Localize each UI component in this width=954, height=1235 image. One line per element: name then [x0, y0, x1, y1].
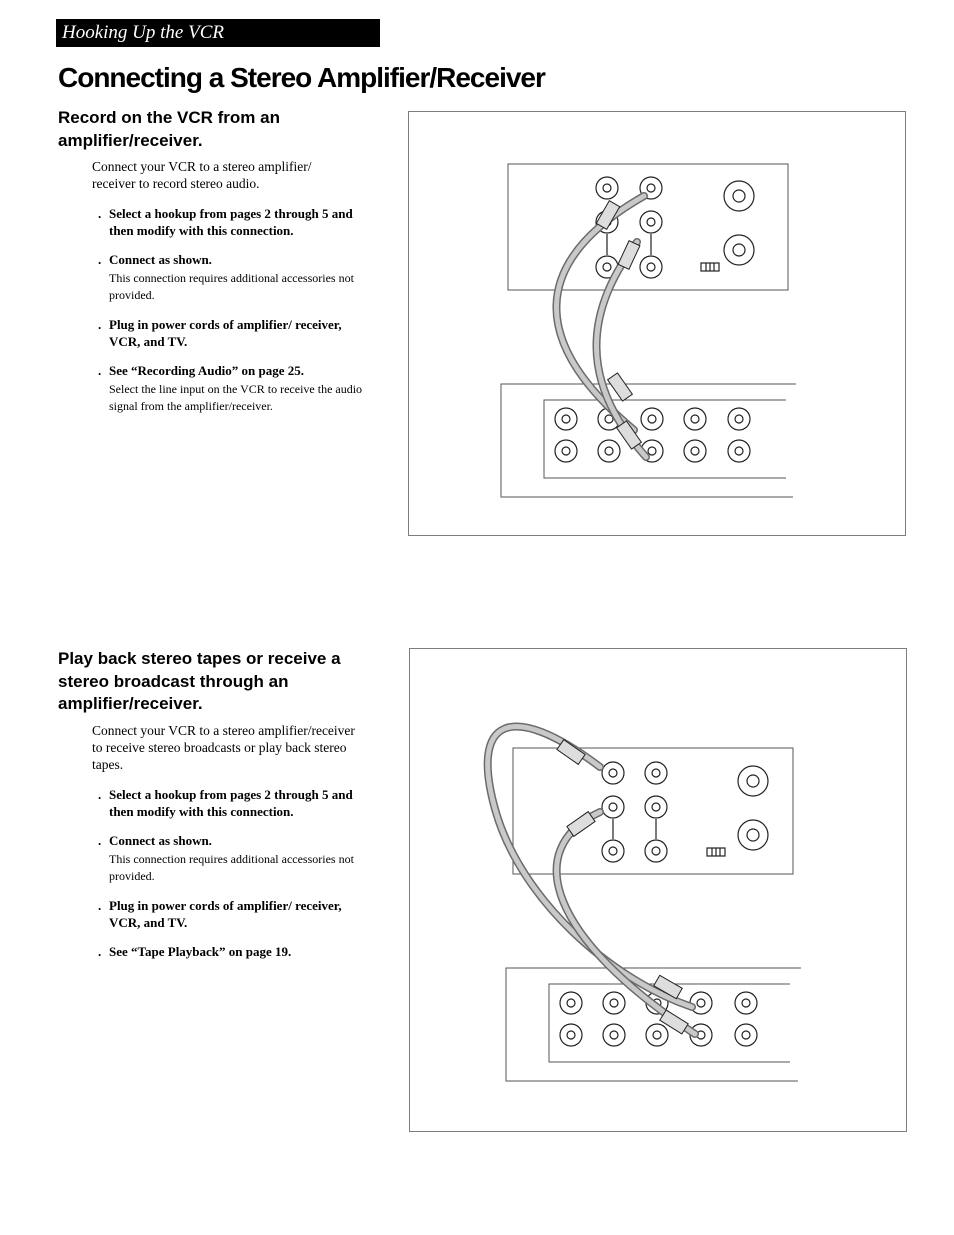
step-bullet: .: [98, 787, 102, 802]
step-bullet: .: [98, 944, 102, 959]
step-text: Select a hookup from pages 2 through 5 and then modify with this connection.: [109, 787, 353, 819]
step-bullet: .: [98, 206, 102, 221]
step-item: [96, 832, 376, 885]
step-bullet: .: [98, 363, 102, 378]
section-intro-record: Connect your VCR to a stereo amplifier/ receiver to record stereo audio.: [92, 159, 312, 191]
vcr-jacks: [602, 762, 768, 862]
section-heading-playback: Play back stereo tapes or receive a stereo broadcast through an amplifier/receiver.: [58, 649, 341, 713]
step-text: Connect as shown.: [109, 833, 212, 848]
step-text: Select a hookup from pages 2 through 5 and then modify with this connection.: [109, 206, 353, 238]
section-header-title: Hooking Up the VCR: [62, 22, 225, 43]
record-hookup-illustration: [409, 112, 907, 537]
step-text: Connect as shown.: [109, 252, 212, 267]
step-item: [96, 943, 376, 960]
cable-plugs: [557, 740, 688, 1034]
step-bullet: .: [98, 317, 102, 332]
step-item: [96, 362, 376, 415]
amplifier-jacks: [560, 992, 757, 1046]
record-hookup-diagram: [408, 111, 906, 536]
playback-hookup-illustration: [410, 649, 908, 1133]
step-note: This connection requires additional accessories not provided.: [109, 852, 354, 883]
section-heading-record: Record on the VCR from an amplifier/receiver.: [58, 108, 280, 150]
step-item: [96, 251, 376, 304]
steps-list-record: [96, 205, 376, 427]
step-text: See “Tape Playback” on page 19.: [109, 944, 292, 959]
amplifier-jacks: [555, 408, 750, 462]
step-item: [96, 897, 376, 931]
step-item: [96, 786, 376, 820]
steps-list-playback: [96, 786, 376, 972]
section-intro-playback: Connect your VCR to a stereo amplifier/receiver to receive stereo broadcasts or play back stereo tapes.: [92, 723, 355, 772]
step-item: [96, 316, 376, 350]
step-note: This connection requires additional accessories not provided.: [109, 271, 354, 302]
playback-hookup-diagram: [409, 648, 907, 1132]
section-header: [56, 19, 380, 47]
step-bullet: .: [98, 252, 102, 267]
step-text: See “Recording Audio” on page 25.: [109, 363, 305, 378]
step-bullet: .: [98, 833, 102, 848]
step-text: Plug in power cords of amplifier/ receiver, VCR, and TV.: [109, 317, 342, 349]
step-text: Plug in power cords of amplifier/ receiver, VCR, and TV.: [109, 898, 342, 930]
step-note: Select the line input on the VCR to receive the audio signal from the amplifier/receiver.: [109, 382, 363, 413]
step-item: [96, 205, 376, 239]
page-title: Connecting a Stereo Amplifier/Receiver: [58, 62, 545, 93]
step-bullet: .: [98, 898, 102, 913]
